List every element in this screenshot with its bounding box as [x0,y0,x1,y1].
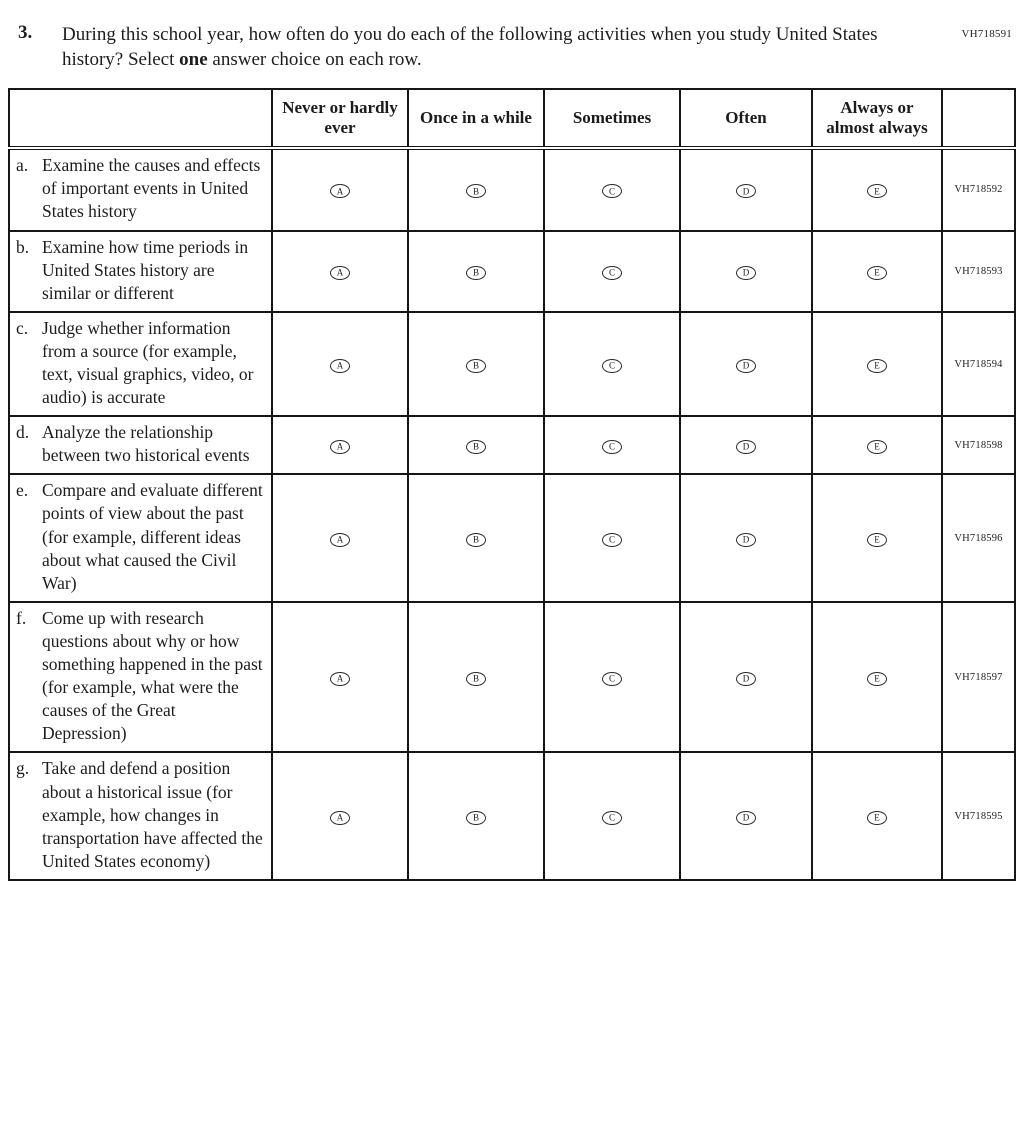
row-text: Examine the causes and effects of important events in United States history [42,155,261,222]
option-cell-d [680,312,812,416]
row-letter: g. [16,758,30,779]
option-cell-a [272,752,408,879]
answer-bubble-d[interactable]: D [736,672,756,686]
answer-bubble-e[interactable]: E [867,811,887,825]
row-code: VH718595 [942,752,1015,879]
question-block [18,22,1006,72]
answer-bubble-d[interactable]: D [736,440,756,454]
answer-bubble-a[interactable]: A [330,672,350,686]
option-cell-c [544,231,680,312]
question-text [62,22,892,72]
answer-bubble-b[interactable]: B [466,359,486,373]
answer-bubble-a[interactable]: A [330,533,350,547]
header-row [9,89,1015,148]
option-cell-c [544,602,680,753]
row-text: Compare and evaluate different points of view about the past (for example, different ideas about what caused the Civil War) [42,480,263,593]
answer-bubble-a[interactable]: A [330,811,350,825]
row-statement-cell [9,231,272,312]
answer-bubble-b[interactable]: B [466,533,486,547]
answer-bubble-a[interactable]: A [330,184,350,198]
answer-bubble-d[interactable]: D [736,184,756,198]
table-row [9,416,1015,474]
answer-bubble-e[interactable]: E [867,184,887,198]
answer-bubble-c[interactable]: C [602,533,622,547]
form-code: VH718591 [961,28,1012,40]
answer-bubble-a[interactable]: A [330,440,350,454]
answer-bubble-a[interactable]: A [330,266,350,280]
column-header-sometimes: Sometimes [544,89,680,148]
row-letter: e. [16,480,29,501]
row-text: Judge whether information from a source (for example, text, visual graphics, video, or audio) is accurate [42,317,254,408]
option-cell-b [408,312,544,416]
answer-bubble-e[interactable]: E [867,359,887,373]
table-row [9,148,1015,230]
row-letter: d. [16,422,30,443]
question-text-after: answer choice on each row. [207,49,422,71]
answer-bubble-d[interactable]: D [736,811,756,825]
row-code: VH718592 [942,148,1015,230]
row-code: VH718598 [942,416,1015,474]
table-row [9,752,1015,879]
column-header-never: Never or hardly ever [272,89,408,148]
option-cell-c [544,474,680,601]
row-letter: f. [16,607,27,628]
answer-bubble-c[interactable]: C [602,359,622,373]
option-cell-d [680,474,812,601]
option-cell-c [544,416,680,474]
option-cell-e [812,602,942,753]
answer-bubble-c[interactable]: C [602,184,622,198]
row-code: VH718593 [942,231,1015,312]
row-code: VH718597 [942,602,1015,753]
answer-bubble-e[interactable]: E [867,440,887,454]
column-header-often: Often [680,89,812,148]
answer-bubble-a[interactable]: A [330,359,350,373]
answer-bubble-b[interactable]: B [466,672,486,686]
header-empty-code [942,89,1015,148]
answer-bubble-c[interactable]: C [602,266,622,280]
question-text-before: During this school year, how often do you do each of the following activities when you study United States history? Select [62,24,878,71]
option-cell-e [812,416,942,474]
table-row [9,602,1015,753]
row-text: Analyze the relationship between two historical events [42,422,250,466]
row-statement-cell [9,148,272,230]
option-cell-d [680,602,812,753]
option-cell-e [812,148,942,230]
option-cell-b [408,416,544,474]
answer-bubble-d[interactable]: D [736,533,756,547]
answer-bubble-d[interactable]: D [736,359,756,373]
row-statement-cell [9,416,272,474]
answer-bubble-d[interactable]: D [736,266,756,280]
table-row [9,312,1015,416]
option-cell-e [812,752,942,879]
table-row [9,474,1015,601]
row-letter: a. [16,155,29,176]
row-code: VH718594 [942,312,1015,416]
column-header-always: Always or almost always [812,89,942,148]
option-cell-a [272,474,408,601]
option-cell-e [812,231,942,312]
option-cell-b [408,602,544,753]
option-cell-a [272,231,408,312]
row-statement-cell [9,602,272,753]
row-statement-cell [9,752,272,879]
row-text: Come up with research questions about why or how something happened in the past (for example, what were the causes of the Great Depression) [42,607,263,744]
option-cell-b [408,148,544,230]
option-cell-a [272,416,408,474]
answer-bubble-b[interactable]: B [466,184,486,198]
option-cell-a [272,602,408,753]
option-cell-c [544,752,680,879]
question-text-bold: one [179,49,208,71]
option-cell-d [680,416,812,474]
option-cell-d [680,148,812,230]
row-letter: c. [16,317,29,338]
answer-bubble-b[interactable]: B [466,440,486,454]
answer-bubble-c[interactable]: C [602,811,622,825]
option-cell-d [680,231,812,312]
table-body [9,148,1015,880]
option-cell-e [812,312,942,416]
answer-bubble-b[interactable]: B [466,266,486,280]
row-letter: b. [16,236,30,257]
row-statement-cell [9,474,272,601]
option-cell-a [272,148,408,230]
option-cell-b [408,474,544,601]
option-cell-a [272,312,408,416]
table-row [9,231,1015,312]
answer-bubble-c[interactable]: C [602,440,622,454]
answer-bubble-e[interactable]: E [867,266,887,280]
row-statement-cell [9,312,272,416]
answer-bubble-b[interactable]: B [466,811,486,825]
header-empty-stub [9,89,272,148]
answer-bubble-c[interactable]: C [602,672,622,686]
option-cell-b [408,231,544,312]
option-cell-d [680,752,812,879]
option-cell-c [544,148,680,230]
row-code: VH718596 [942,474,1015,601]
row-text: Examine how time periods in United States history are similar or different [42,236,249,303]
answer-bubble-e[interactable]: E [867,533,887,547]
option-cell-b [408,752,544,879]
question-table [8,88,1016,881]
question-number: 3. [18,22,33,43]
row-text: Take and defend a position about a historical issue (for example, how changes in transportation have affected the United States economy) [42,758,263,871]
column-header-once: Once in a while [408,89,544,148]
option-cell-c [544,312,680,416]
answer-bubble-e[interactable]: E [867,672,887,686]
option-cell-e [812,474,942,601]
